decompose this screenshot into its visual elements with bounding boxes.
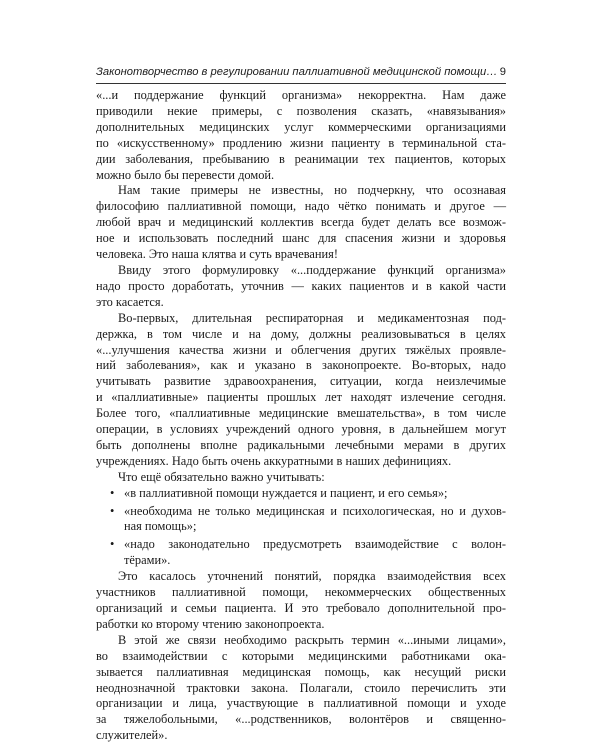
text-line: зывается паллиативная медицинская помощь, как несущий риски	[96, 664, 506, 679]
text-line: можно было бы перевести домой.	[96, 167, 275, 182]
bullet-item	[96, 486, 506, 502]
text-line: приводили некие примеры, с позволения сказать, «навязывания»	[96, 103, 506, 118]
text-line: во взаимодействии с которыми медицинскими работниками ока-	[96, 648, 506, 663]
text-line: надо просто доработать, уточнив — каких пациентов и в какой части	[96, 278, 506, 293]
bullet-icon: •	[110, 537, 115, 552]
text-line: держка, в том числе и на дому, должны реализовываться в целях	[96, 326, 506, 341]
header-title: Законотворчество в регулировании паллиативной медицинской помощи…	[96, 66, 498, 78]
text-line: «...и поддержание функций организма» некорректна. Нам даже	[96, 88, 506, 102]
bullet-icon: •	[110, 503, 115, 518]
text-line: за тяжелобольными, «...родственников, волонтёров и священно-	[96, 712, 506, 727]
text-line: участников паллиативной помощи, некоммерческих общественных	[96, 585, 506, 600]
text-line: Нам такие примеры не известны, но подчеркну, что осознавая	[118, 183, 506, 198]
text-line: операции, в условиях учреждений одного уровня, в дальнейшем могут	[96, 422, 506, 437]
header-rule	[96, 83, 506, 84]
text-line: ное и использовать последний шанс для спасения жизни и здоровья	[96, 231, 506, 246]
text-line: учитывать развитие здравоохранения, ситуации, когда неизлечимые	[96, 374, 506, 389]
text-line: организаций и семьи пациента. И это требовало дополнительной про-	[96, 601, 506, 615]
text-line: работки ко второму чтению законопроекта.	[96, 616, 325, 631]
bullet-item	[96, 504, 506, 520]
text-line: Более того, «паллиативные медицинские вмешательства», в том числе	[96, 406, 506, 421]
text-line: по «искусственному» продлению жизни пациенту в терминальной ста-	[96, 135, 506, 150]
text-line: дии заболевания, пребыванию в реанимации тех пациентов, которых	[96, 151, 506, 166]
text-line: это касается.	[96, 294, 164, 309]
body-text	[96, 88, 506, 744]
text-line: любой врач и медицинский коллектив всегда будет делать все возмож-	[96, 215, 506, 230]
text-line: человека. Это наша клятва и суть врачевания!	[96, 247, 338, 262]
text-line: служителей».	[96, 728, 168, 743]
bullet-icon: •	[110, 485, 115, 500]
text-line: учреждениях. Надо быть очень аккуратными в наших дефинициях.	[96, 453, 452, 468]
bullet-text: «необходима не только медицинская и психологическая, но и духов-	[124, 503, 506, 518]
text-line: Ввиду этого формулировку «...поддержание функций организма»	[118, 262, 506, 277]
text-line: дополнительных медицинских услуг коммерческими организациями	[96, 119, 506, 134]
text-line: Во-первых, длительная респираторная и медикаментозная под-	[118, 310, 506, 325]
text-line: ний заболевания», как и указано в законопроекте. Во-вторых, надо	[96, 358, 506, 373]
text-line: организации и лица, участвующие в паллиативной помощи и уходе	[96, 696, 506, 711]
bullet-continuation: ная помощь»;	[124, 519, 197, 534]
running-header	[96, 65, 506, 79]
text-line: Что ещё обязательно важно учитывать:	[118, 469, 325, 484]
text-line: философию паллиативной помощи, надо чётко понимать и другое —	[96, 199, 506, 214]
page-number: 9	[499, 66, 506, 78]
text-line: Это касалось уточнений понятий, порядка взаимодействия всех	[118, 569, 506, 584]
bullet-text: «в паллиативной помощи нуждается и пациент, и его семья»;	[124, 485, 448, 500]
text-line: неоднозначной трактовки закона. Полагали, стоило перечислить эти	[96, 680, 506, 695]
bullet-item	[96, 537, 506, 553]
bullet-text: «надо законодательно предусмотреть взаимодействие с волон-	[124, 537, 506, 552]
bullet-continuation: тёрами».	[124, 553, 171, 568]
text-line: и «паллиативные» пациенты прошлых лет находят излечение сегодня.	[96, 390, 506, 405]
text-line: «...улучшения качества жизни и облегчения других тяжёлых проявле-	[96, 342, 506, 357]
text-line: В этой же связи необходимо раскрыть термин «...иными лицами»,	[118, 632, 506, 647]
text-line: быть дополнены вполне радикальными лечебными мерами в других	[96, 437, 506, 452]
